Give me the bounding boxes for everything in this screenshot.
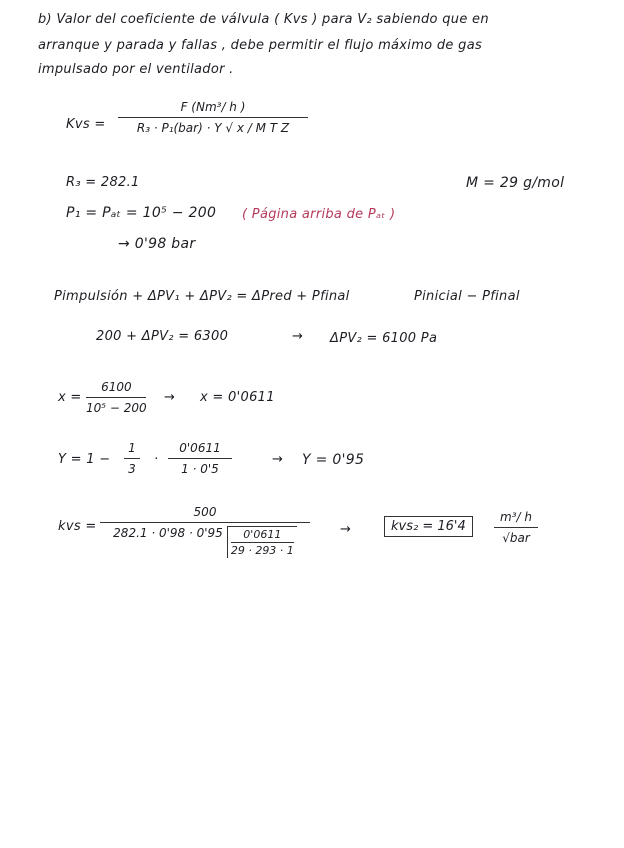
kvs-calc-den-left: 282.1 · 0'98 · 0'95 [113, 526, 223, 540]
header-line-2: arranque y parada y fallas , debe permitir el flujo máximo de gas [38, 38, 483, 53]
kvs-unit-denominator: √bar [502, 531, 530, 545]
pressure-balance-note: Pinicial − Pfinal [414, 289, 520, 304]
y-frac2-denominator: 1 · 0'5 [181, 462, 219, 476]
kvs-result-box: kvs₂ = 16'4 [384, 516, 473, 537]
fraction-bar [86, 397, 146, 398]
y-result: Y = 0'95 [302, 452, 365, 468]
molar-mass: M = 29 g/mol [466, 175, 565, 191]
p1-note: ( Página arriba de Pₐₜ ) [242, 207, 396, 222]
fraction-bar [100, 522, 310, 523]
sqrt-fraction [227, 526, 297, 558]
kvs-unit [494, 510, 538, 545]
sqrt-numerator: 0'0611 [243, 528, 282, 541]
kvs-calc-denominator [109, 526, 301, 558]
fraction-bar [124, 458, 140, 459]
kvs-calc-fraction [100, 505, 310, 558]
kvs-calc-numerator: 500 [193, 505, 217, 519]
fraction-bar [231, 542, 294, 543]
pressure-balance-line2: 200 + ΔPV₂ = 6300 [96, 329, 229, 344]
y-frac2-numerator: 0'0611 [179, 441, 221, 455]
sqrt-symbol [227, 526, 297, 558]
header-line-1: b) Valor del coeficiente de válvula ( Kvs ) para V₂ sabiendo que en [38, 12, 489, 27]
fraction-bar [168, 458, 232, 459]
kvs-unit-numerator: m³/ h [500, 510, 532, 524]
y-fraction-1 [124, 441, 140, 476]
arrow-4: → [340, 522, 352, 537]
y-frac1-numerator: 1 [128, 441, 136, 455]
fraction-bar [118, 117, 308, 118]
p1-equation: P₁ = Pₐₜ = 10⁵ − 200 [66, 205, 217, 221]
kvs-formula-fraction [118, 100, 308, 135]
x-lhs: x = [58, 390, 82, 405]
delta-pv2-result: ΔPV₂ = 6100 Pa [330, 331, 438, 346]
kvs-formula-denominator: R₃ · P₁(bar) · Y √ x / M T Z [136, 121, 290, 135]
r3-value: R₃ = 282.1 [66, 175, 140, 190]
y-frac1-denominator: 3 [128, 462, 136, 476]
y-lhs: Y = 1 − [58, 452, 111, 467]
arrow-2: → [164, 390, 176, 405]
kvs-calc-lhs: kvs = [58, 519, 97, 534]
x-fraction [82, 380, 151, 415]
p1-result: → 0'98 bar [118, 236, 196, 252]
x-denominator: 10⁵ − 200 [86, 401, 147, 415]
x-numerator: 6100 [101, 380, 132, 394]
arrow-1: → [292, 329, 304, 344]
arrow-3: → [272, 452, 284, 467]
y-fraction-2 [168, 441, 232, 476]
kvs-formula-lhs: Kvs = [66, 117, 106, 132]
kvs-formula-numerator: F (Nm³/ h ) [180, 100, 246, 114]
x-result: x = 0'0611 [200, 390, 275, 405]
header-line-3: impulsado por el ventilador . [38, 62, 234, 77]
y-dot: · [154, 452, 159, 467]
sqrt-denominator: 29 · 293 · 1 [230, 544, 294, 557]
pressure-balance-equation: Pimpulsión + ΔPV₁ + ΔPV₂ = ΔPred + Pfinal [54, 289, 350, 304]
fraction-bar [494, 527, 538, 528]
